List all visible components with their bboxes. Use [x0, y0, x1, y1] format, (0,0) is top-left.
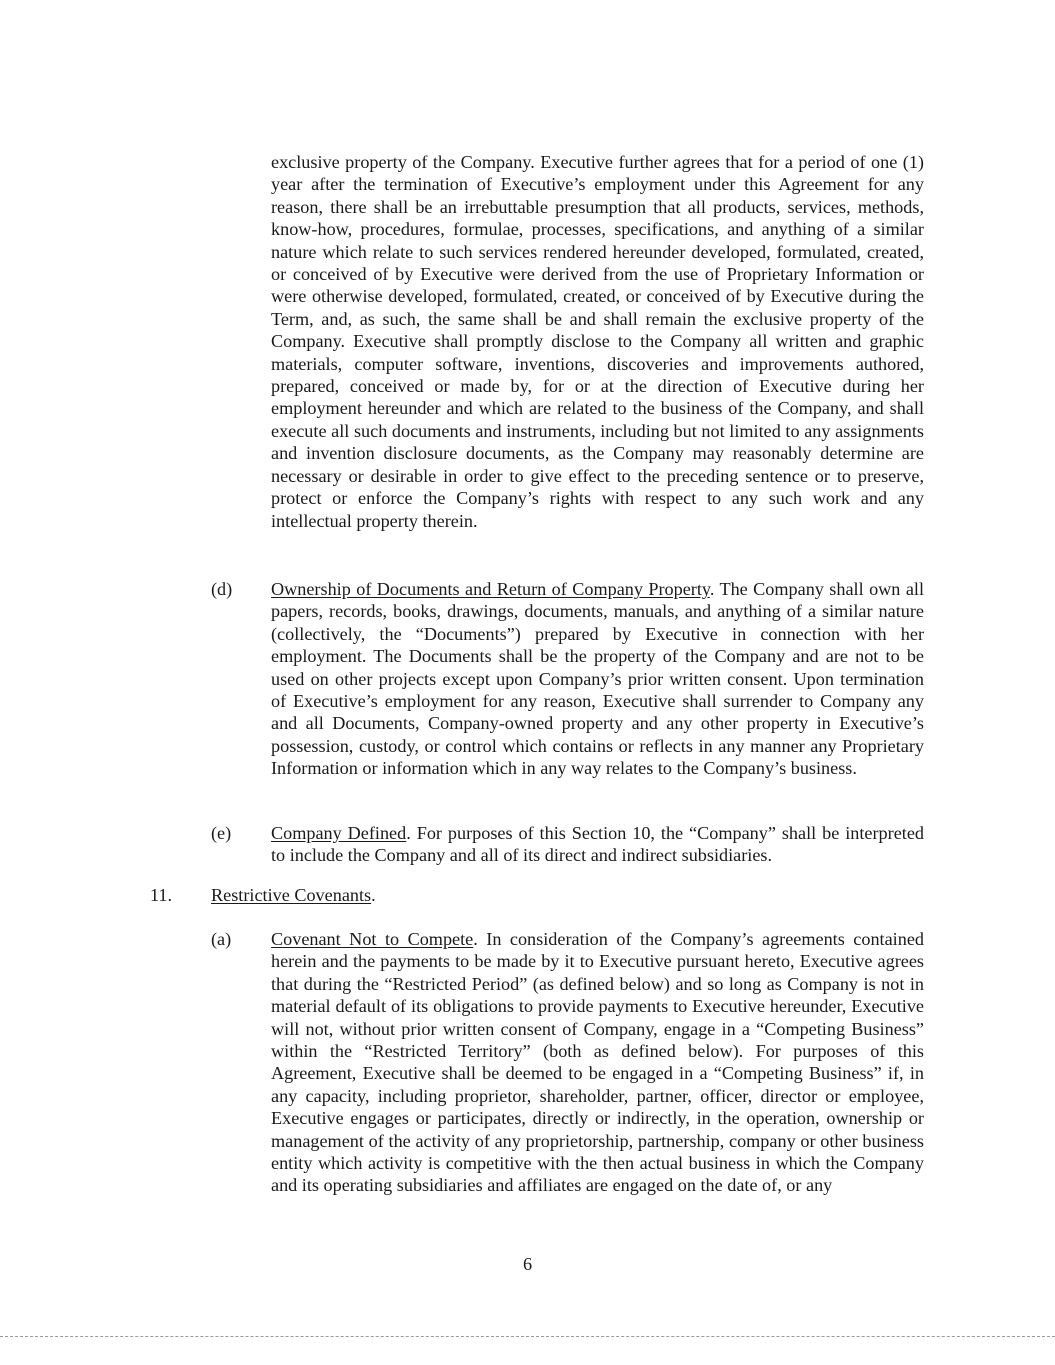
page-number: 6: [522, 1254, 533, 1274]
section-11-number: 11.: [150, 885, 173, 905]
item-d-paragraph: [271, 578, 924, 780]
item-d-body: . The Company shall own all papers, records, books, drawings, documents, manuals, and anything of a similar nature (collectively, the “Documents”) prepared by Executive in connection with her employment. The Documents shall be the property of the Company and are not to be used on other projects except upon Company’s prior written consent. Upon termination of Executive’s employment for any reason, Executive shall surrender to Company any and all Documents, Company-owned property and any other property in Executive’s possession, custody, or control which contains or reflects in any manner any Proprietary Information or information which in any way relates to the Company’s business.: [271, 579, 924, 779]
section-11-heading: Restrictive Covenants: [211, 885, 372, 905]
item-e-label: (e): [211, 823, 232, 843]
item-11a-body: . In consideration of the Company’s agreements contained herein and the payments to be made by it to Executive pursuant hereto, Executive agrees that during the “Restricted Period” (as defined below) and so long as Company is not in material default of its obligations to provide payments to Executive hereunder, Executive will not, without prior written consent of Company, engage in a “Competing Business” within the “Restricted Territory” (both as defined below). For purposes of this Agreement, Executive shall be deemed to be engaged in a “Competing Business” if, in any capacity, including proprietor, shareholder, partner, officer, director or employee, Executive engages or participates, directly or indirectly, in the operation, ownership or management of the activity of any proprietorship, partnership, company or other business entity which activity is competitive with the then actual business in which the Company and its operating subsidiaries and affiliates are engaged on the date of, or any: [271, 929, 924, 1196]
item-11a-heading: Covenant Not to Compete: [271, 929, 474, 949]
item-e-paragraph: [271, 822, 924, 867]
continuation-paragraph: exclusive property of the Company. Executive further agrees that for a period of one (1) year after the termination of Executive’s employment under this Agreement for any reason, there shall be an irrebuttable presumption that all products, services, methods, know-how, procedures, formulae, processes, specifications, and anything of a similar nature which relate to such services rendered hereunder developed, formulated, created, or conceived of by Executive were derived from the use of Proprietary Information or were otherwise developed, formulated, created, or conceived of by Executive during the Term, and, as such, the same shall be and shall remain the exclusive property of the Company. Executive shall promptly disclose to the Company all written and graphic materials, computer software, inventions, discoveries and improvements authored, prepared, conceived or made by, for or at the direction of Executive during her employment hereunder and which are related to the business of the Company, and shall execute all such documents and instruments, including but not limited to any assignments and invention disclosure documents, as the Company may reasonably determine are necessary or desirable in order to give effect to the preceding sentence or to preserve, protect or enforce the Company’s rights with respect to any such work and any intellectual property therein.: [271, 152, 924, 531]
item-11a-paragraph: [271, 928, 924, 1197]
item-d-label: (d): [211, 579, 233, 599]
section-11-heading-line: [211, 884, 376, 906]
item-e-heading: Company Defined: [271, 823, 407, 843]
item-e-body: . For purposes of this Section 10, the “Company” shall be interpreted to include the Company and all of its direct and indirect subsidiaries.: [271, 823, 924, 866]
section-11-heading-suffix: .: [371, 885, 376, 905]
scan-edge-divider: [0, 1336, 1055, 1337]
item-11a-label: (a): [211, 929, 232, 949]
item-d-heading: Ownership of Documents and Return of Company Property: [271, 579, 710, 599]
